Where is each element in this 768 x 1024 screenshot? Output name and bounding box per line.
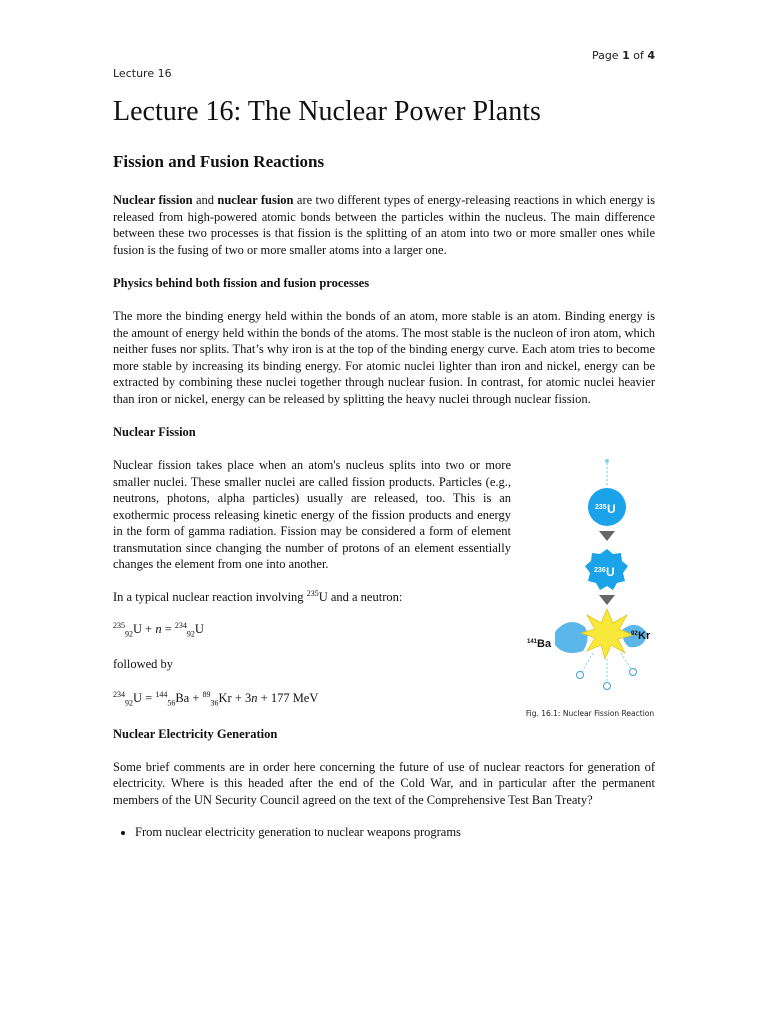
fission-paragraph: Nuclear fission takes place when an atom's nucleus splits into two or more smaller nuclei. These smaller nuclei are called fission products. Particles (e.g., neutrons, photons, alpha particles) usually are released, too. This is an exothermic process releasing kinetic energy of the fission products and energy in the form of gamma radiation. Fission may be considered a form of element transmutation since changing the number of protons of an element essentially changes the element from one into another. (113, 458, 511, 571)
kr-mass-label: 92 (631, 631, 638, 637)
header-lecture-label: Lecture 16 (113, 67, 172, 80)
neutron-icon (577, 672, 584, 679)
ba-mass-label: 141 (527, 639, 538, 645)
neutron-icon (630, 669, 637, 676)
arrow-down-icon (599, 531, 615, 541)
list-item: • From nuclear electricity generation to nuclear weapons programs (135, 824, 655, 841)
u235-element-label: U (607, 502, 616, 516)
page-indicator: Page 1 of 4 (591, 49, 655, 62)
figure-caption: Fig. 16.1: Nuclear Fission Reaction (525, 709, 655, 718)
barium-fragment (555, 622, 588, 653)
fission-figure (525, 457, 655, 725)
intro-paragraph: Nuclear fission and nuclear fusion are two different types of energy-releasing reactions in which energy is released from high-powered atomic bonds between the particles within the nucleus. The main difference between these two processes is that fission is the splitting of an atom into two or more smaller ones while fusion is the fusing of two or more smaller atoms into a larger one. (113, 193, 655, 257)
energy-flash-icon (581, 609, 633, 659)
equation-2: $^{234}_{92}$U = $^{144}_{56}$Ba + $^{89}_{36}$Kr + 3n + 177 MeV (113, 689, 319, 708)
section-title: Fission and Fusion Reactions (113, 152, 325, 171)
electricity-heading: Nuclear Electricity Generation (113, 726, 278, 741)
followed-by-text: followed by (113, 656, 174, 671)
u236-element-label: U (606, 565, 615, 579)
u236-mass-label: 236 (594, 567, 606, 574)
physics-paragraph: The more the binding energy held within the bonds of an atom, more stable is an atom. Binding energy is the amount of energy held within the bonds of the atoms. The most stable is the nucleon of iron atom, which neither fuses nor splits. That’s why iron is at the top of the binding energy curve. Each atom tries to become more stable by increasing its binding energy. For atomic nuclei lighter than iron and nickel, energy can be extracted by combining these nuclei together through nuclear fusion. In contrast, for atomic nuclei heavier than iron or nickel, energy can be released by splitting the heavy nuclei through nuclear fission. (113, 309, 655, 406)
u235-mass-label: 235 (595, 504, 607, 511)
fission-diagram (525, 457, 655, 702)
neutron-path (621, 653, 631, 669)
electricity-paragraph: Some brief comments are in order here concerning the future of use of nuclear reactors for generation of electricity. Where is this headed after the end of the Cold War, and in particular after the permanent members of the UN Security Council agreed on the text of the Comprehensive Test Ban Treaty? (113, 759, 655, 807)
page-title: Lecture 16: The Nuclear Power Plants (113, 96, 541, 127)
arrow-down-icon (599, 595, 615, 605)
fission-text-column (113, 457, 511, 725)
incoming-neutron (605, 459, 609, 463)
physics-heading: Physics behind both fission and fusion processes (113, 276, 370, 290)
document-body (113, 92, 655, 841)
fission-section (113, 457, 655, 725)
ba-element-label: Ba (537, 638, 552, 650)
kr-element-label: Kr (638, 630, 651, 642)
fission-heading: Nuclear Fission (113, 425, 196, 439)
neutron-icon (604, 683, 611, 690)
equation-1: $^{235}_{92}$U + n = $^{234}_{92}$U (113, 620, 204, 639)
bullet-list (113, 824, 655, 841)
neutron-path (581, 653, 593, 673)
reaction-intro: In a typical nuclear reaction involving $^{235}$U and a neutron: (113, 588, 403, 604)
